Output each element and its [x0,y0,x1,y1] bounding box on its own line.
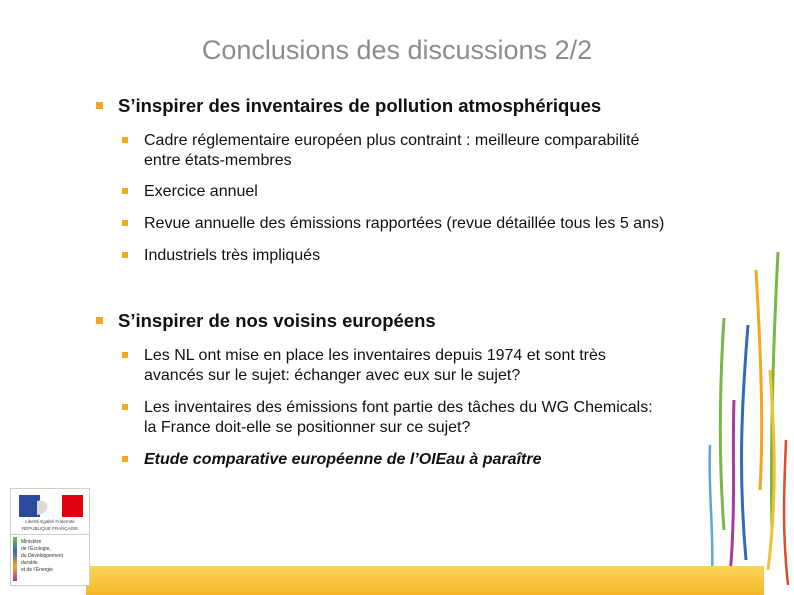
logo-ministry-text: Ministère de l’Écologie, du Développement durable et de l’Énergie [21,539,63,573]
bullet-square-icon [122,456,128,462]
blue-stroke [742,325,748,560]
bullet-square-icon [122,252,128,258]
section-heading-2: S’inspirer de nos voisins européens [96,309,436,333]
purple-stroke [730,400,734,575]
logo-divider [11,534,89,535]
ministry-logo [10,488,90,586]
section-2-item-1: Les NL ont mise en place les inventaires depuis 1974 et sont très avancés sur le sujet: échanger avec eux sur le sujet? [122,346,606,386]
slide-title: Conclusions des discussions 2/2 [201,35,593,65]
green-stroke-2 [720,318,724,530]
section-heading-1: S’inspirer des inventaires de pollution atmosphériques [96,94,601,118]
bullet-square-icon [122,137,128,143]
bullet-square-icon [122,220,128,226]
bullet-square-icon [122,404,128,410]
decorative-strokes [690,230,794,595]
red-stroke [784,440,788,585]
light-blue-stroke [710,445,713,580]
logo-color-strip [13,537,17,581]
orange-stroke [756,270,762,490]
section-1-item-2: Exercice annuel [122,182,258,202]
logo-top-caption: Liberté Égalité Fraternité [25,519,75,524]
bullet-square-icon [96,317,103,324]
footer-bar [86,566,764,595]
logo-top-subcaption: RÉPUBLIQUE FRANÇAISE [21,526,78,531]
section-1-item-3: Revue annuelle des émissions rapportées (revue détaillée tous les 5 ans) [122,214,664,234]
section-1-item-1: Cadre réglementaire européen plus contraint : meilleure comparabilité entre états-membres [122,131,639,171]
section-2-item-3: Etude comparative européenne de l’OIEau à paraître [122,450,541,470]
bullet-square-icon [96,102,103,109]
bullet-square-icon [122,188,128,194]
marianne-flag-icon [19,495,83,517]
section-1-item-4: Industriels très impliqués [122,246,320,266]
bullet-square-icon [122,352,128,358]
section-2-item-2: Les inventaires des émissions font partie des tâches du WG Chemicals: la France doit-elle se positionner sur ce sujet? [122,398,653,438]
